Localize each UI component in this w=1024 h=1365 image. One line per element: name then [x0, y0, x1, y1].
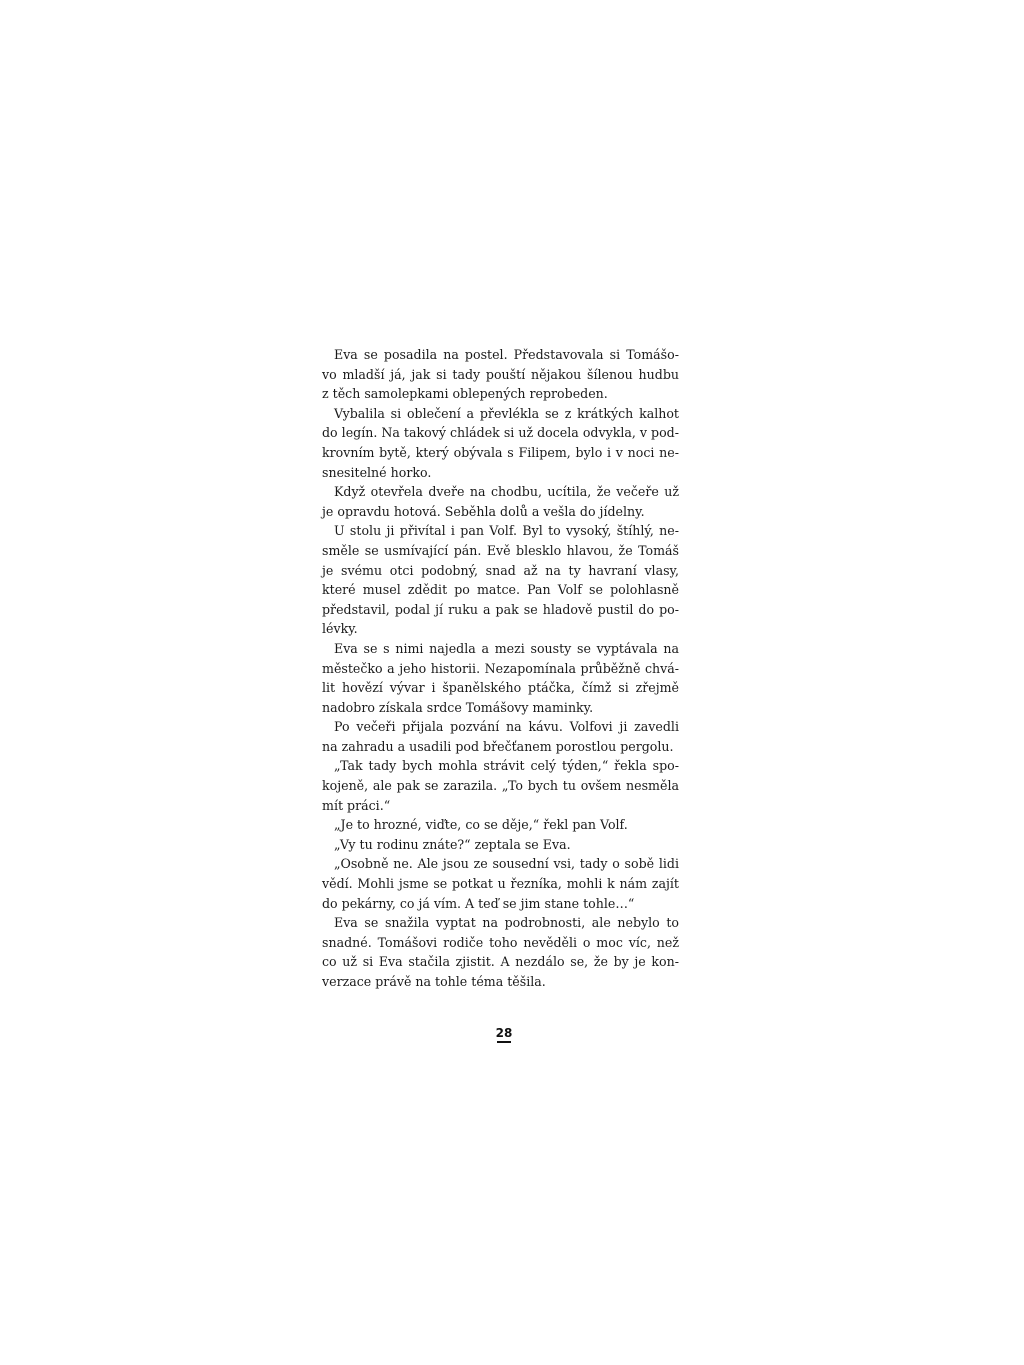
text-line: směle se usmívající pán. Evě blesklo hlavou, že Tomáš	[322, 542, 679, 558]
paragraph	[322, 521, 679, 639]
text-line: kojeně, ale pak se zarazila. „To bych tu ovšem nesměla	[322, 778, 679, 794]
paragraph	[322, 854, 679, 913]
text-line: městečko a jeho historii. Nezapomínala průběžně chvá-	[322, 660, 679, 676]
page-number-underline	[497, 1041, 511, 1043]
text-line: vo mladší já, jak si tady pouští nějakou šílenou hudbu	[322, 366, 679, 382]
text-line: Eva se snažila vyptat na podrobnosti, ale nebylo to	[334, 915, 679, 931]
text-line: které musel zdědit po matce. Pan Volf se polohlasně	[322, 582, 679, 598]
text-line: krovním bytě, který obývala s Filipem, bylo i v noci ne-	[322, 444, 679, 460]
paragraph	[322, 815, 679, 835]
paragraph	[322, 345, 679, 404]
text-line: do legín. Na takový chládek si už docela odvykla, v pod-	[322, 425, 679, 441]
paragraph	[322, 404, 679, 482]
text-line: lit hovězí vývar i španělského ptáčka, čímž si zřejmě	[322, 680, 679, 696]
text-line: U stolu ji přivítal i pan Volf. Byl to vysoký, štíhlý, ne-	[334, 523, 679, 539]
body-text	[322, 345, 679, 992]
paragraph	[322, 717, 679, 756]
text-line: z těch samolepkami oblepených reprobeden.	[322, 386, 608, 402]
text-line: Eva se posadila na postel. Představovala si Tomášo-	[334, 347, 679, 362]
text-line: snesitelné horko.	[322, 464, 432, 480]
text-line: Vybalila si oblečení a převlékla se z krátkých kalhot	[334, 405, 679, 421]
text-line: na zahradu a usadili pod břečťanem porostlou pergolu.	[322, 738, 674, 754]
text-line: Eva se s nimi najedla a mezi sousty se vyptávala na	[334, 640, 679, 656]
text-line: mít práci.“	[322, 797, 391, 813]
text-line: „Tak tady bych mohla strávit celý týden,“ řekla spo-	[334, 758, 679, 774]
text-line: do pekárny, co já vím. A teď se jim stane tohle…“	[322, 895, 635, 911]
text-line: představil, podal jí ruku a pak se hladově pustil do po-	[322, 601, 679, 617]
paragraph	[322, 482, 679, 521]
paragraph	[322, 756, 679, 815]
text-line: co už si Eva stačila zjistit. A nezdálo se, že by je kon-	[322, 954, 679, 970]
text-line: je svému otci podobný, snad až na ty havraní vlasy,	[322, 562, 679, 578]
page-number: 28	[495, 1026, 513, 1040]
text-line: vědí. Mohli jsme se potkat u řezníka, mohli k nám zajít	[322, 876, 679, 892]
text-line: „Je to hrozné, viďte, co se děje,“ řekl pan Volf.	[334, 817, 628, 833]
text-line: Když otevřela dveře na chodbu, ucítila, že večeře už	[334, 484, 679, 500]
text-line: „Vy tu rodinu znáte?“ zeptala se Eva.	[334, 836, 571, 852]
text-line: Po večeři přijala pozvání na kávu. Volfovi ji zavedli	[334, 719, 679, 735]
paragraph	[322, 639, 679, 717]
paragraph	[322, 913, 679, 991]
paragraph	[322, 835, 679, 855]
text-line: lévky.	[322, 621, 358, 637]
text-line: snadné. Tomášovi rodiče toho nevěděli o moc víc, než	[322, 934, 679, 950]
text-line: je opravdu hotová. Seběhla dolů a vešla do jídelny.	[322, 503, 645, 519]
text-line: nadobro získala srdce Tomášovy maminky.	[322, 699, 594, 715]
text-line: „Osobně ne. Ale jsou ze sousední vsi, tady o sobě lidi	[334, 856, 679, 872]
text-line: verzace právě na tohle téma těšila.	[322, 974, 546, 989]
